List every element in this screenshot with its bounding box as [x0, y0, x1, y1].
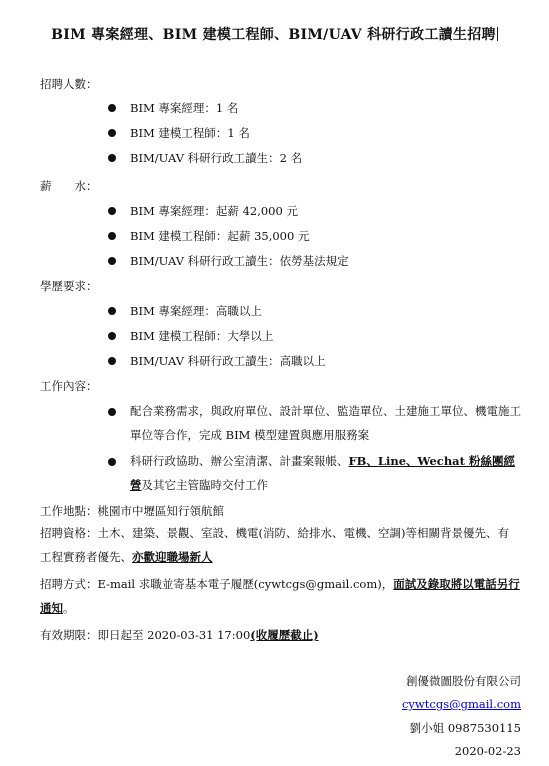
- apply-end: 。: [63, 601, 75, 615]
- bullet-icon: [108, 332, 116, 340]
- salary-item-2-text: BIM 建模工程師：起薪 35,000 元: [130, 229, 310, 243]
- text-cursor: [497, 27, 498, 41]
- deadline-emphasis: (收履歷截止): [250, 628, 319, 642]
- headcount-item-3-text: BIM/UAV 科研行政工讀生：2 名: [130, 151, 303, 165]
- posting-date: 2020-02-23: [454, 744, 521, 758]
- contact-email-link[interactable]: cywtcgs@gmail.com: [401, 697, 521, 711]
- duties-label: 工作內容：: [40, 379, 98, 393]
- duties-item-2-emphasis: FB、Line、Wechat 粉絲團經營: [130, 454, 515, 492]
- apply-row: [40, 572, 520, 620]
- qualification-emphasis: 亦歡迎職場新人: [132, 550, 213, 564]
- headcount-item-1-text: BIM 專案經理：1 名: [130, 101, 239, 115]
- document-title: [0, 24, 549, 44]
- bullet-icon: [108, 357, 116, 365]
- bullet-icon: [108, 232, 116, 240]
- education-label: 學歷要求：: [40, 279, 98, 293]
- bullet-icon: [108, 104, 116, 112]
- apply-emphasis: 面試及錄取將以電話另行通知: [40, 577, 520, 615]
- qualification-text: 招聘資格：土木、建築、景觀、室設、機電(消防、給排水、電機、空調)等相關背景優先、有工程實務者優先、: [40, 526, 509, 564]
- bullet-icon: [108, 207, 116, 215]
- bullet-icon: [108, 154, 116, 162]
- bullet-icon: [108, 408, 116, 416]
- location-row: 工作地點：桃園市中壢區知行領航館: [40, 504, 224, 518]
- salary-item-3-text: BIM/UAV 科研行政工讀生：依勞基法規定: [130, 254, 349, 268]
- salary-label: 薪 水：: [40, 179, 98, 193]
- headcount-item-2-text: BIM 建模工程師：1 名: [130, 126, 250, 140]
- duties-item-1-text: 配合業務需求，與政府單位、設計單位、監造單位、土建施工單位、機電施工單位等合作，完成 BIM 模型建置與應用服務案: [130, 404, 521, 442]
- duties-item-2-text: [130, 449, 524, 497]
- deadline-row: [40, 627, 520, 643]
- title-text: BIM 專案經理、BIM 建模工程師、BIM/UAV 科研行政工讀生招聘: [51, 27, 496, 43]
- education-item-2-text: BIM 建模工程師：大學以上: [130, 329, 274, 343]
- salary-item-1-text: BIM 專案經理：起薪 42,000 元: [130, 204, 298, 218]
- qualification-row: [40, 521, 520, 569]
- duties-item-2-part-a: 科研行政協助、辦公室清潔、計畫案報帳、: [130, 454, 349, 468]
- duties-item-2-part-c: 及其它主管臨時交付工作: [141, 478, 268, 492]
- contact-person: 劉小姐 0987530115: [409, 721, 521, 735]
- headcount-label: 招聘人數：: [40, 77, 98, 91]
- education-item-1-text: BIM 專案經理：高職以上: [130, 304, 262, 318]
- bullet-icon: [108, 458, 116, 466]
- apply-text: 招聘方式：E-mail 求職並寄基本電子履歷(cywtcgs@gmail.com)，: [40, 577, 394, 591]
- deadline-text: 有效期限：即日起至 2020-03-31 17:00: [40, 628, 251, 642]
- company-name: 創優微圖股份有限公司: [406, 674, 521, 688]
- bullet-icon: [108, 257, 116, 265]
- bullet-icon: [108, 129, 116, 137]
- bullet-icon: [108, 307, 116, 315]
- education-item-3-text: BIM/UAV 科研行政工讀生：高職以上: [130, 354, 326, 368]
